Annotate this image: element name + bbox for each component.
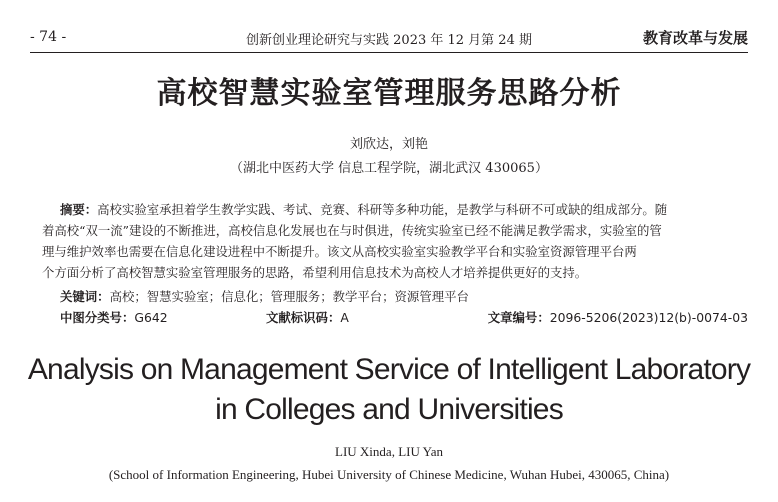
clc-label: 中图分类号：	[60, 310, 135, 325]
authors-english: LIU Xinda, LIU Yan	[335, 444, 443, 459]
journal-info: 创新创业理论研究与实践 2023 年 12 月第 24 期	[246, 33, 532, 48]
title-chinese: 高校智慧实验室管理服务思路分析	[156, 76, 622, 111]
document-code	[266, 308, 349, 326]
affiliation-chinese: （湖北中医药大学 信息工程学院，湖北武汉 430065）	[230, 161, 548, 176]
affiliation-english: (School of Information Engineering, Hubei University of Chinese Medicine, Wuhan Hubei, 430065, China)	[108, 467, 670, 482]
title-english	[0, 350, 778, 430]
page-header	[30, 24, 748, 52]
abstract-label: 摘要：	[60, 202, 98, 217]
abstract-line	[60, 199, 749, 220]
abstract	[42, 199, 749, 283]
article-number-label: 文章编号：	[487, 310, 550, 325]
article-number-value: 2096-5206(2023)12(b)-0074-03	[549, 310, 748, 325]
keywords	[60, 287, 469, 305]
keywords-text: 高校；智慧实验室；信息化；管理服务；教学平台；资源管理平台	[109, 289, 469, 304]
article-number	[488, 308, 748, 326]
document-code-value: A	[340, 310, 349, 325]
document-code-label: 文献标识码：	[266, 310, 341, 325]
section-name: 教育改革与发展	[642, 29, 748, 47]
abstract-line: 理与维护效率也需要在信息化建设进程中不断提升。该文从高校实验室实验教学平台和实验室资源管理平台两	[42, 244, 637, 259]
header-rule	[30, 52, 748, 53]
keywords-label: 关键词：	[60, 289, 110, 304]
title-english-line-1: Analysis on Management Service of Intelligent Laboratory	[27, 353, 751, 386]
clc-number	[60, 308, 168, 326]
authors-chinese: 刘欣达，刘艳	[349, 137, 428, 152]
abstract-text: 高校实验室承担着学生教学实践、考试、竞赛、科研等多种功能，是教学与科研不可或缺的组成部分。随	[97, 202, 668, 217]
abstract-line: 个方面分析了高校智慧实验室管理服务的思路，希望利用信息技术为高校人才培养提供更好的支持。	[42, 265, 588, 280]
clc-value: G642	[134, 310, 168, 325]
abstract-line: 着高校“双一流”建设的不断推进，高校信息化发展也在与时俱进，传统实验室已经不能满足教学需求，实验室的管	[42, 223, 662, 238]
page-number: - 74 -	[30, 29, 67, 45]
title-english-line-2: in Colleges and Universities	[215, 393, 563, 426]
